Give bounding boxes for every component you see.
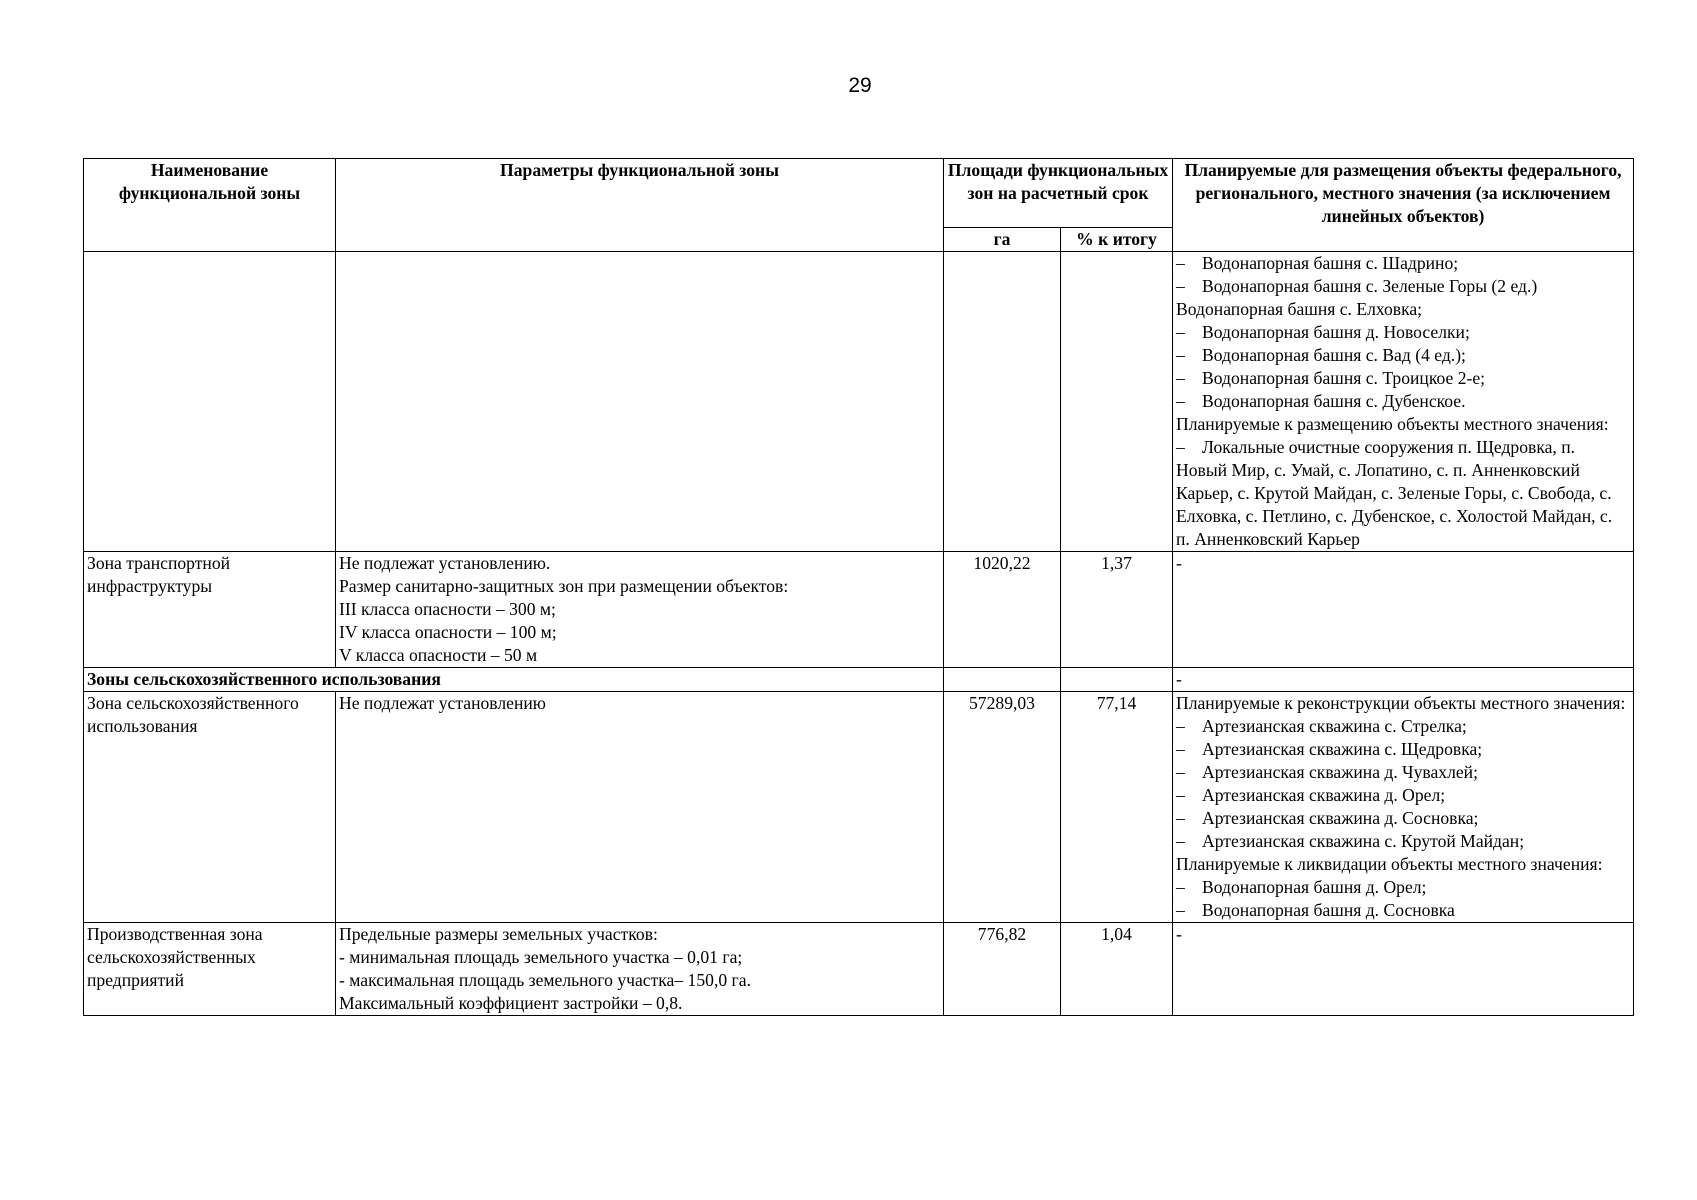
table-row-agri-production [84,923,1634,1016]
cell-pct-empty [1061,668,1173,692]
object-item: – Артезианская скважина с. Крутой Майдан; [1176,831,1525,851]
cell-area-pct: 1,37 [1061,552,1173,668]
header-area-ha: га [944,228,1061,252]
object-item: – Водонапорная башня д. Сосновка [1176,900,1455,920]
list-dash: – [1176,368,1185,388]
cell-objects: - [1173,923,1634,1016]
header-row [84,159,1634,228]
cell-zone-params [336,923,944,1016]
list-dash: – [1176,253,1185,273]
cell-objects-continuation [1173,252,1634,552]
list-dash: – [1176,877,1185,897]
list-dash: – [1176,716,1185,736]
cell-zone-name: Зона транспортной инфраструктуры [84,552,336,668]
object-item: – Артезианская скважина д. Чувахлей; [1176,762,1478,782]
param-line: V класса опасности – 50 м [339,645,538,665]
cell-area-ha: 776,82 [944,923,1061,1016]
cell-objects: - [1173,668,1634,692]
cell-ha-empty [944,668,1061,692]
list-dash: – [1176,345,1185,365]
object-item: – Артезианская скважина д. Сосновка; [1176,808,1479,828]
header-zone-name: Наименование функциональной зоны [84,159,336,252]
list-dash: – [1176,785,1185,805]
functional-zones-table [83,158,1634,1016]
cell-ha-empty [944,252,1061,552]
header-area-pct: % к итогу [1061,228,1173,252]
cell-pct-empty [1061,252,1173,552]
header-zone-params: Параметры функциональной зоны [336,159,944,252]
cell-zone-name: Зона сельскохозяйственного использования [84,692,336,923]
param-line: III класса опасности – 300 м; [339,599,556,619]
list-dash: – [1176,322,1185,342]
table-row-agricultural [84,692,1634,923]
param-line: - максимальная площадь земельного участка– 150,0 га. [339,970,751,990]
object-item: – Водонапорная башня д. Новоселки; [1176,322,1470,342]
list-dash: – [1176,276,1185,296]
object-item: – Водонапорная башня с. Вад (4 ед.); [1176,345,1466,365]
param-line: Предельные размеры земельных участков: [339,924,658,944]
list-dash: – [1176,808,1185,828]
object-item: – Артезианская скважина с. Стрелка; [1176,716,1467,736]
object-item: – Локальные очистные сооружения п. Щедровка, п. Новый Мир, с. Умай, с. Лопатино, с. п. Анненковский Карьер, с. Крутой Майдан, с. Зеленые Горы, с. Свобода, с. Елховка, с. Петлино, с. Дубенское, с. Холостой Майдан, с. п. Анненковский Карьер [1176,437,1613,549]
cell-name-empty [84,252,336,552]
object-item: – Водонапорная башня с. Зеленые Горы (2 ед.) [1176,276,1538,296]
list-dash: – [1176,391,1185,411]
param-line: Размер санитарно-защитных зон при размещении объектов: [339,576,789,596]
object-item: – Водонапорная башня д. Орел; [1176,877,1427,897]
object-item: Водонапорная башня с. Елховка; [1176,299,1423,319]
cell-area-ha: 57289,03 [944,692,1061,923]
table-row-transport [84,552,1634,668]
list-dash: – [1176,437,1185,457]
cell-zone-params: Не подлежат установлению [336,692,944,923]
cell-zone-params [336,552,944,668]
param-line: Максимальный коэффициент застройки – 0,8. [339,993,683,1013]
header-zone-area: Площади функциональных зон на расчетный срок [944,159,1173,228]
param-line: Не подлежат установлению. [339,553,551,573]
cell-area-pct: 77,14 [1061,692,1173,923]
header-planned-objects: Планируемые для размещения объекты федерального, регионального, местного значения (за исключением линейных объектов) [1173,159,1634,252]
list-dash: – [1176,900,1185,920]
list-dash: – [1176,762,1185,782]
object-item: – Артезианская скважина с. Щедровка; [1176,739,1483,759]
param-line: - минимальная площадь земельного участка – 0,01 га; [339,947,743,967]
table-row-continuation [84,252,1634,552]
object-item: – Водонапорная башня с. Шадрино; [1176,253,1459,273]
cell-objects: - [1173,552,1634,668]
object-item: – Артезианская скважина д. Орел; [1176,785,1446,805]
object-item: – Водонапорная башня с. Дубенское. [1176,391,1466,411]
group-title: Зоны сельскохозяйственного использования [84,668,944,692]
cell-params-empty [336,252,944,552]
object-item: – Водонапорная башня с. Троицкое 2-е; [1176,368,1486,388]
list-dash: – [1176,739,1185,759]
table-row-group-heading [84,668,1634,692]
object-subheading: Планируемые к ликвидации объекты местного значения: [1176,854,1603,874]
object-subheading: Планируемые к размещению объекты местного значения: [1176,414,1609,434]
object-subheading: Планируемые к реконструкции объекты местного значения: [1176,693,1626,713]
cell-zone-name: Производственная зона сельскохозяйственных предприятий [84,923,336,1016]
page-number: 29 [848,74,872,97]
list-dash: – [1176,831,1185,851]
cell-area-pct: 1,04 [1061,923,1173,1016]
cell-objects [1173,692,1634,923]
cell-area-ha: 1020,22 [944,552,1061,668]
param-line: IV класса опасности – 100 м; [339,622,557,642]
